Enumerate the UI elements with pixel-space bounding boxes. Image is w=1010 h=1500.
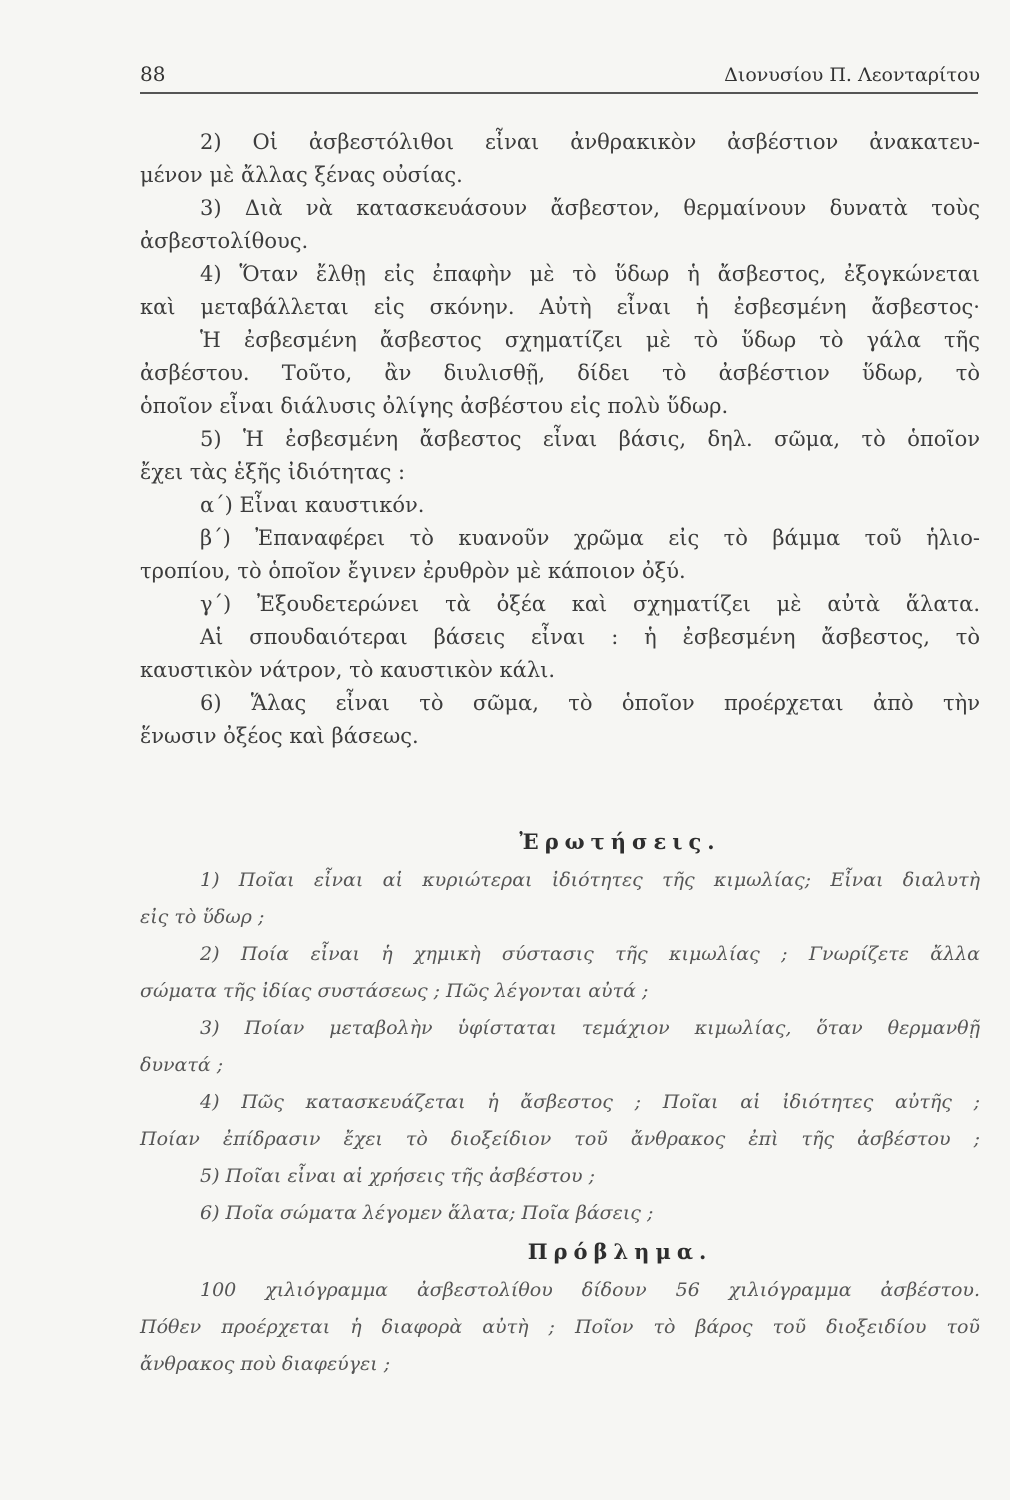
text-line: ὁποῖον εἶναι διάλυσις ὀλίγης ἀσβέστου εἰς πολὺ ὕδωρ. — [140, 394, 729, 418]
text-line: 5) Ποῖαι εἶναι αἱ χρήσεις τῆς ἀσβέστου ; — [200, 1165, 595, 1187]
text-line: σώματα τῆς ἰδίας συστάσεως ; Πῶς λέγονται αὐτά ; — [140, 980, 649, 1002]
text-line: 6) Ἅλας εἶναι τὸ σῶμα, τὸ ὁποῖον προέρχεται ἀπὸ τὴν — [200, 691, 980, 715]
running-head: Διονυσίου Π. Λεονταρίτου — [724, 64, 980, 86]
text-line: α΄) Εἶναι καυστικόν. — [200, 493, 425, 517]
body-text — [140, 126, 980, 753]
text-line: 1) Ποῖαι εἶναι αἱ κυριώτεραι ἰδιότητες τῆς κιμωλίας; Εἶναι διαλυτὴ — [200, 869, 980, 891]
text-line: 5) Ἡ ἐσβεσμένη ἄσβεστος εἶναι βάσις, δηλ. σῶμα, τὸ ὁποῖον — [200, 427, 980, 451]
text-line: β΄) Ἐπαναφέρει τὸ κυανοῦν χρῶμα εἰς τὸ βάμμα τοῦ ἡλιο- — [200, 526, 980, 550]
questions-list — [140, 862, 980, 1232]
text-line: 2) Ποία εἶναι ἡ χημικὴ σύστασις τῆς κιμωλίας ; Γνωρίζετε ἄλλα — [200, 943, 980, 965]
text-line: 4) Πῶς κατασκευάζεται ἡ ἄσβεστος ; Ποῖαι αἱ ἰδιότητες αὐτῆς ; — [200, 1091, 980, 1113]
text-line: 2) Οἱ ἀσβεστόλιθοι εἶναι ἀνθρακικὸν ἀσβέστιον ἀνακατευ- — [200, 130, 980, 154]
text-line: Ἡ ἐσβεσμένη ἄσβεστος σχηματίζει μὲ τὸ ὕδωρ τὸ γάλα τῆς — [200, 328, 980, 352]
header-rule — [140, 92, 978, 94]
text-line: εἰς τὸ ὕδωρ ; — [140, 906, 265, 928]
text-line: ἀσβεστολίθους. — [140, 229, 309, 253]
text-line: τροπίου, τὸ ὁποῖον ἔγινεν ἐρυθρὸν μὲ κάποιον ὀξύ. — [140, 559, 686, 583]
text-line: ἄνθρακος ποὺ διαφεύγει ; — [140, 1353, 391, 1375]
questions-heading: Ἐρωτήσεις. — [519, 829, 721, 854]
text-line: καὶ μεταβάλλεται εἰς σκόνην. Αὐτὴ εἶναι ἡ ἐσβεσμένη ἄσβεστος· — [140, 295, 980, 319]
text-line: μένον μὲ ἄλλας ξένας οὐσίας. — [140, 163, 463, 187]
text-line: ἀσβέστου. Τοῦτο, ἂν διυλισθῇ, δίδει τὸ ἀσβέστιον ὕδωρ, τὸ — [140, 361, 980, 385]
text-line: γ΄) Ἐξουδετερώνει τὰ ὀξέα καὶ σχηματίζει μὲ αὐτὰ ἅλατα. — [200, 592, 980, 616]
text-line: Πόθεν προέρχεται ἡ διαφορὰ αὐτὴ ; Ποῖον τὸ βάρος τοῦ διοξειδίου τοῦ — [140, 1316, 980, 1338]
text-line: 3) Ποίαν μεταβολὴν ὑφίσταται τεμάχιον κιμωλίας, ὅταν θερμανθῇ — [200, 1017, 980, 1039]
questions-section — [140, 822, 980, 1232]
text-line: ἔχει τὰς ἑξῆς ἰδιότητας : — [140, 460, 406, 484]
problems-heading: Πρόβλημα. — [527, 1239, 713, 1264]
text-line: 100 χιλιόγραμμα ἀσβεστολίθου δίδουν 56 χιλιόγραμμα ἀσβέστου. — [200, 1279, 980, 1301]
text-line: καυστικὸν νάτρον, τὸ καυστικὸν κάλι. — [140, 658, 556, 682]
text-line: Ποίαν ἐπίδρασιν ἔχει τὸ διοξείδιον τοῦ ἄνθρακος ἐπὶ τῆς ἀσβέστου ; — [140, 1128, 980, 1150]
problems-list — [140, 1272, 980, 1383]
text-line: 3) Διὰ νὰ κατασκευάσουν ἄσβεστον, θερμαίνουν δυνατὰ τοὺς — [200, 196, 980, 220]
text-line: 4) Ὅταν ἔλθῃ εἰς ἐπαφὴν μὲ τὸ ὕδωρ ἡ ἄσβεστος, ἐξογκώνεται — [200, 262, 980, 286]
text-line: δυνατά ; — [140, 1054, 224, 1076]
text-line: 6) Ποῖα σώματα λέγομεν ἅλατα; Ποῖα βάσεις ; — [200, 1202, 654, 1224]
text-line: Αἱ σπουδαιότεραι βάσεις εἶναι : ἡ ἐσβεσμένη ἄσβεστος, τὸ — [200, 625, 980, 649]
text-line: ἕνωσιν ὀξέος καὶ βάσεως. — [140, 724, 419, 748]
problems-section — [140, 1232, 980, 1383]
page-number: 88 — [140, 62, 166, 86]
